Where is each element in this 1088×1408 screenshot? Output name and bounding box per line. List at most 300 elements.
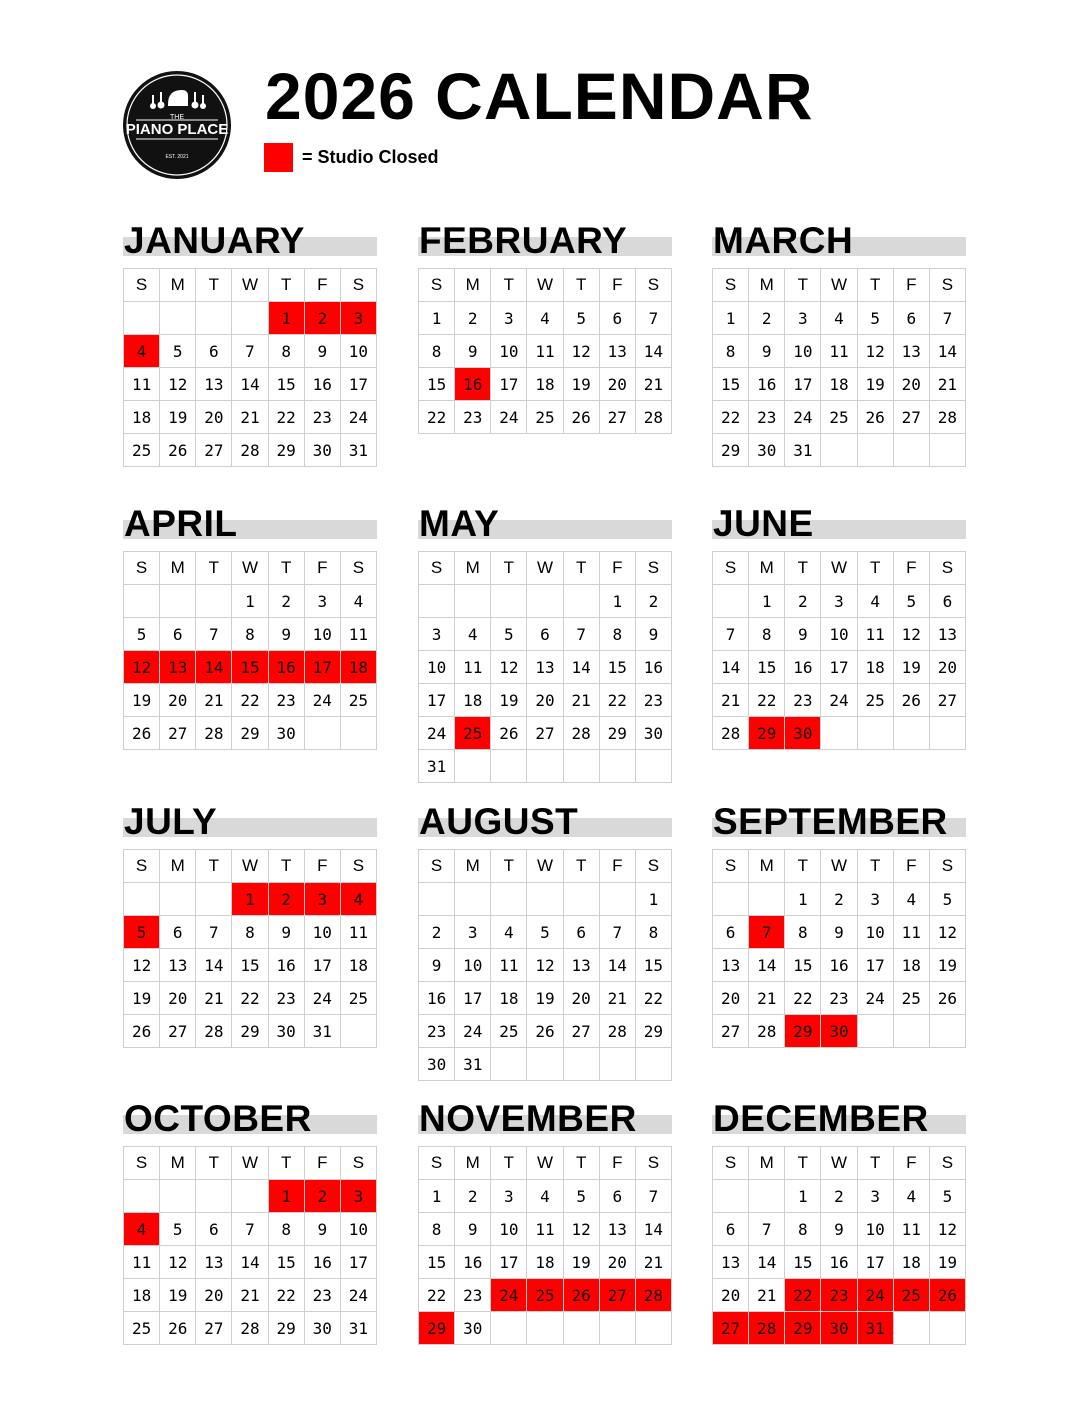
empty-cell [894, 717, 930, 750]
month-grid [418, 268, 672, 434]
day-cell: 25 [821, 401, 857, 434]
day-cell: 18 [821, 368, 857, 401]
day-cell: 22 [269, 1279, 305, 1312]
weekday-label: S [341, 850, 377, 883]
month-header [712, 793, 966, 842]
day-cell: 2 [455, 1180, 491, 1213]
closed-day-cell: 30 [821, 1312, 857, 1345]
day-cell: 4 [491, 916, 527, 949]
day-cell: 18 [455, 684, 491, 717]
weekday-label: S [419, 552, 455, 585]
weekday-label: W [232, 1147, 268, 1180]
day-cell: 1 [713, 302, 749, 335]
day-cell: 23 [785, 684, 821, 717]
day-cell: 3 [858, 883, 894, 916]
day-cell: 23 [269, 982, 305, 1015]
day-cell: 13 [930, 618, 966, 651]
closed-day-cell: 29 [785, 1312, 821, 1345]
day-cell: 19 [527, 982, 563, 1015]
empty-cell [491, 1048, 527, 1081]
weekday-label: T [785, 850, 821, 883]
weekday-label: S [713, 269, 749, 302]
day-cell: 31 [419, 750, 455, 783]
closed-day-cell: 25 [894, 1279, 930, 1312]
day-cell: 7 [600, 916, 636, 949]
day-cell: 31 [341, 434, 377, 467]
weekday-label: F [894, 269, 930, 302]
closed-day-cell: 25 [455, 717, 491, 750]
day-cell: 12 [930, 916, 966, 949]
day-cell: 5 [527, 916, 563, 949]
day-cell: 22 [785, 982, 821, 1015]
closed-day-cell: 2 [305, 302, 341, 335]
month-january [123, 212, 377, 467]
empty-cell [713, 585, 749, 618]
day-cell: 10 [341, 335, 377, 368]
day-cell: 19 [160, 401, 196, 434]
day-cell: 5 [858, 302, 894, 335]
day-cell: 5 [160, 335, 196, 368]
day-cell: 10 [491, 335, 527, 368]
day-cell: 7 [749, 1213, 785, 1246]
empty-cell [491, 883, 527, 916]
weekday-label: F [894, 552, 930, 585]
day-cell: 8 [269, 335, 305, 368]
empty-cell [564, 1048, 600, 1081]
day-cell: 22 [713, 401, 749, 434]
day-cell: 15 [232, 949, 268, 982]
day-cell: 2 [269, 585, 305, 618]
empty-cell [930, 717, 966, 750]
day-cell: 5 [894, 585, 930, 618]
day-cell: 22 [419, 1279, 455, 1312]
day-cell: 1 [419, 1180, 455, 1213]
day-cell: 3 [305, 585, 341, 618]
weekday-label: S [636, 269, 672, 302]
day-cell: 3 [821, 585, 857, 618]
day-cell: 9 [305, 335, 341, 368]
day-cell: 29 [232, 717, 268, 750]
weekday-label: F [600, 269, 636, 302]
day-cell: 27 [527, 717, 563, 750]
day-cell: 17 [858, 1246, 894, 1279]
closed-day-cell: 16 [455, 368, 491, 401]
empty-cell [636, 1048, 672, 1081]
weekday-label: W [821, 850, 857, 883]
day-cell: 18 [491, 982, 527, 1015]
closed-day-cell: 2 [269, 883, 305, 916]
day-cell: 4 [894, 883, 930, 916]
day-cell: 5 [564, 302, 600, 335]
weekday-label: T [491, 269, 527, 302]
day-cell: 13 [196, 1246, 232, 1279]
month-september [712, 793, 966, 1048]
day-cell: 3 [785, 302, 821, 335]
day-cell: 29 [636, 1015, 672, 1048]
day-cell: 13 [600, 335, 636, 368]
day-cell: 24 [419, 717, 455, 750]
empty-cell [713, 883, 749, 916]
day-cell: 11 [527, 1213, 563, 1246]
weekday-label: M [455, 269, 491, 302]
day-cell: 3 [419, 618, 455, 651]
month-grid [418, 849, 672, 1081]
day-cell: 6 [196, 1213, 232, 1246]
day-cell: 21 [713, 684, 749, 717]
month-header [418, 495, 672, 544]
weekday-label: W [527, 269, 563, 302]
day-cell: 25 [124, 1312, 160, 1345]
day-cell: 15 [636, 949, 672, 982]
day-cell: 30 [455, 1312, 491, 1345]
day-cell: 17 [341, 368, 377, 401]
day-cell: 3 [858, 1180, 894, 1213]
day-cell: 12 [930, 1213, 966, 1246]
month-header [123, 212, 377, 261]
day-cell: 15 [419, 1246, 455, 1279]
day-cell: 21 [196, 684, 232, 717]
weekday-label: S [341, 1147, 377, 1180]
day-cell: 10 [419, 651, 455, 684]
day-cell: 18 [124, 401, 160, 434]
day-cell: 24 [305, 684, 341, 717]
month-header [418, 793, 672, 842]
weekday-label: M [455, 1147, 491, 1180]
month-grid [123, 1146, 377, 1345]
day-cell: 10 [821, 618, 857, 651]
day-cell: 8 [713, 335, 749, 368]
day-cell: 6 [894, 302, 930, 335]
svg-text:THE: THE [170, 114, 184, 121]
day-cell: 4 [527, 302, 563, 335]
day-cell: 27 [894, 401, 930, 434]
closed-day-cell: 3 [341, 302, 377, 335]
day-cell: 4 [527, 1180, 563, 1213]
day-cell: 8 [600, 618, 636, 651]
day-cell: 16 [821, 1246, 857, 1279]
day-cell: 4 [821, 302, 857, 335]
weekday-label: T [196, 1147, 232, 1180]
weekday-label: M [160, 552, 196, 585]
day-cell: 26 [160, 1312, 196, 1345]
day-cell: 15 [269, 1246, 305, 1279]
day-cell: 12 [894, 618, 930, 651]
day-cell: 10 [785, 335, 821, 368]
weekday-label: S [419, 269, 455, 302]
day-cell: 16 [636, 651, 672, 684]
month-grid [123, 551, 377, 750]
empty-cell [894, 1015, 930, 1048]
empty-cell [305, 717, 341, 750]
empty-cell [821, 434, 857, 467]
day-cell: 5 [930, 883, 966, 916]
day-cell: 2 [821, 1180, 857, 1213]
weekday-label: M [160, 269, 196, 302]
day-cell: 14 [930, 335, 966, 368]
weekday-label: S [713, 850, 749, 883]
empty-cell [858, 434, 894, 467]
day-cell: 5 [930, 1180, 966, 1213]
empty-cell [455, 585, 491, 618]
empty-cell [527, 585, 563, 618]
day-cell: 28 [600, 1015, 636, 1048]
weekday-label: T [858, 269, 894, 302]
day-cell: 27 [160, 717, 196, 750]
day-cell: 8 [749, 618, 785, 651]
day-cell: 4 [341, 585, 377, 618]
day-cell: 22 [749, 684, 785, 717]
closed-day-cell: 1 [232, 883, 268, 916]
day-cell: 23 [636, 684, 672, 717]
day-cell: 26 [124, 1015, 160, 1048]
weekday-label: T [858, 1147, 894, 1180]
day-cell: 6 [160, 916, 196, 949]
empty-cell [713, 1180, 749, 1213]
day-cell: 12 [160, 1246, 196, 1279]
day-cell: 7 [564, 618, 600, 651]
day-cell: 11 [341, 618, 377, 651]
day-cell: 28 [564, 717, 600, 750]
day-cell: 13 [600, 1213, 636, 1246]
day-cell: 16 [785, 651, 821, 684]
day-cell: 25 [858, 684, 894, 717]
empty-cell [564, 585, 600, 618]
day-cell: 12 [491, 651, 527, 684]
day-cell: 3 [455, 916, 491, 949]
day-cell: 29 [600, 717, 636, 750]
day-cell: 7 [232, 335, 268, 368]
closed-day-cell: 29 [749, 717, 785, 750]
empty-cell [196, 585, 232, 618]
day-cell: 23 [269, 684, 305, 717]
month-grid [712, 551, 966, 750]
day-cell: 6 [600, 302, 636, 335]
month-grid [418, 1146, 672, 1345]
month-july [123, 793, 377, 1048]
closed-day-cell: 30 [821, 1015, 857, 1048]
month-name: MAY [419, 503, 500, 544]
weekday-label: M [160, 850, 196, 883]
weekday-label: T [269, 850, 305, 883]
closed-day-cell: 27 [713, 1312, 749, 1345]
day-cell: 25 [894, 982, 930, 1015]
weekday-label: W [527, 1147, 563, 1180]
day-cell: 8 [785, 1213, 821, 1246]
weekday-label: W [527, 552, 563, 585]
weekday-label: S [341, 552, 377, 585]
day-cell: 9 [821, 1213, 857, 1246]
day-cell: 10 [455, 949, 491, 982]
empty-cell [749, 1180, 785, 1213]
day-cell: 17 [821, 651, 857, 684]
day-cell: 20 [600, 368, 636, 401]
day-cell: 19 [564, 368, 600, 401]
day-cell: 20 [713, 1279, 749, 1312]
empty-cell [858, 717, 894, 750]
day-cell: 3 [491, 302, 527, 335]
weekday-label: M [160, 1147, 196, 1180]
day-cell: 11 [894, 1213, 930, 1246]
day-cell: 2 [455, 302, 491, 335]
page-title: 2026 CALENDAR [265, 59, 814, 133]
empty-cell [341, 717, 377, 750]
day-cell: 16 [749, 368, 785, 401]
day-cell: 17 [305, 949, 341, 982]
empty-cell [232, 1180, 268, 1213]
empty-cell [491, 750, 527, 783]
month-header [712, 495, 966, 544]
day-cell: 10 [341, 1213, 377, 1246]
day-cell: 20 [600, 1246, 636, 1279]
day-cell: 30 [269, 717, 305, 750]
closed-day-cell: 18 [341, 651, 377, 684]
day-cell: 7 [713, 618, 749, 651]
day-cell: 2 [821, 883, 857, 916]
day-cell: 23 [305, 1279, 341, 1312]
closed-day-cell: 26 [564, 1279, 600, 1312]
day-cell: 14 [636, 335, 672, 368]
empty-cell [491, 1312, 527, 1345]
day-cell: 12 [124, 949, 160, 982]
month-name: NOVEMBER [419, 1098, 637, 1139]
day-cell: 20 [160, 684, 196, 717]
day-cell: 22 [600, 684, 636, 717]
day-cell: 20 [160, 982, 196, 1015]
weekday-label: S [930, 850, 966, 883]
weekday-label: M [455, 552, 491, 585]
day-cell: 18 [894, 1246, 930, 1279]
day-cell: 9 [305, 1213, 341, 1246]
empty-cell [160, 883, 196, 916]
day-cell: 5 [491, 618, 527, 651]
day-cell: 24 [491, 401, 527, 434]
day-cell: 14 [749, 1246, 785, 1279]
day-cell: 29 [269, 1312, 305, 1345]
day-cell: 28 [713, 717, 749, 750]
day-cell: 28 [196, 717, 232, 750]
closed-day-cell: 12 [124, 651, 160, 684]
closed-day-cell: 22 [785, 1279, 821, 1312]
month-grid [418, 551, 672, 783]
month-december [712, 1090, 966, 1345]
day-cell: 19 [491, 684, 527, 717]
month-february [418, 212, 672, 434]
day-cell: 8 [232, 916, 268, 949]
closed-day-cell: 15 [232, 651, 268, 684]
closed-day-cell: 13 [160, 651, 196, 684]
day-cell: 13 [894, 335, 930, 368]
empty-cell [930, 1312, 966, 1345]
day-cell: 10 [305, 916, 341, 949]
day-cell: 12 [564, 335, 600, 368]
day-cell: 8 [785, 916, 821, 949]
empty-cell [600, 883, 636, 916]
day-cell: 24 [858, 982, 894, 1015]
day-cell: 18 [527, 1246, 563, 1279]
day-cell: 19 [930, 1246, 966, 1279]
closed-day-cell: 1 [269, 1180, 305, 1213]
day-cell: 28 [636, 401, 672, 434]
day-cell: 1 [636, 883, 672, 916]
day-cell: 17 [455, 982, 491, 1015]
day-cell: 1 [600, 585, 636, 618]
day-cell: 12 [527, 949, 563, 982]
day-cell: 16 [821, 949, 857, 982]
day-cell: 24 [341, 1279, 377, 1312]
month-grid [123, 268, 377, 467]
day-cell: 1 [785, 883, 821, 916]
month-header [123, 495, 377, 544]
day-cell: 23 [305, 401, 341, 434]
weekday-label: M [749, 850, 785, 883]
day-cell: 9 [455, 335, 491, 368]
month-name: JANUARY [124, 220, 305, 261]
closed-day-cell: 1 [269, 302, 305, 335]
day-cell: 7 [232, 1213, 268, 1246]
day-cell: 19 [124, 982, 160, 1015]
day-cell: 16 [455, 1246, 491, 1279]
day-cell: 9 [455, 1213, 491, 1246]
weekday-label: T [491, 1147, 527, 1180]
empty-cell [527, 1312, 563, 1345]
closed-day-cell: 3 [305, 883, 341, 916]
day-cell: 21 [232, 1279, 268, 1312]
day-cell: 15 [419, 368, 455, 401]
day-cell: 14 [600, 949, 636, 982]
day-cell: 28 [749, 1015, 785, 1048]
month-name: APRIL [124, 503, 238, 544]
weekday-label: S [419, 1147, 455, 1180]
svg-text:PIANO PLACE: PIANO PLACE [125, 121, 229, 138]
day-cell: 15 [785, 949, 821, 982]
day-cell: 31 [341, 1312, 377, 1345]
day-cell: 30 [269, 1015, 305, 1048]
closed-day-cell: 17 [305, 651, 341, 684]
empty-cell [749, 883, 785, 916]
day-cell: 1 [232, 585, 268, 618]
day-cell: 27 [160, 1015, 196, 1048]
day-cell: 23 [749, 401, 785, 434]
day-cell: 31 [305, 1015, 341, 1048]
day-cell: 30 [305, 1312, 341, 1345]
day-cell: 21 [930, 368, 966, 401]
weekday-label: F [894, 1147, 930, 1180]
day-cell: 8 [232, 618, 268, 651]
day-cell: 22 [232, 982, 268, 1015]
legend [264, 142, 439, 172]
month-november [418, 1090, 672, 1345]
day-cell: 7 [636, 1180, 672, 1213]
month-name: JULY [124, 801, 218, 842]
day-cell: 30 [305, 434, 341, 467]
month-june [712, 495, 966, 750]
empty-cell [124, 883, 160, 916]
closed-day-cell: 28 [636, 1279, 672, 1312]
closed-day-cell: 31 [858, 1312, 894, 1345]
weekday-label: F [894, 850, 930, 883]
weekday-label: W [232, 850, 268, 883]
day-cell: 11 [124, 1246, 160, 1279]
day-cell: 6 [930, 585, 966, 618]
closed-day-cell: 3 [341, 1180, 377, 1213]
day-cell: 19 [564, 1246, 600, 1279]
day-cell: 19 [160, 1279, 196, 1312]
day-cell: 19 [894, 651, 930, 684]
day-cell: 20 [196, 401, 232, 434]
closed-day-cell: 29 [785, 1015, 821, 1048]
closed-day-cell: 5 [124, 916, 160, 949]
day-cell: 10 [305, 618, 341, 651]
